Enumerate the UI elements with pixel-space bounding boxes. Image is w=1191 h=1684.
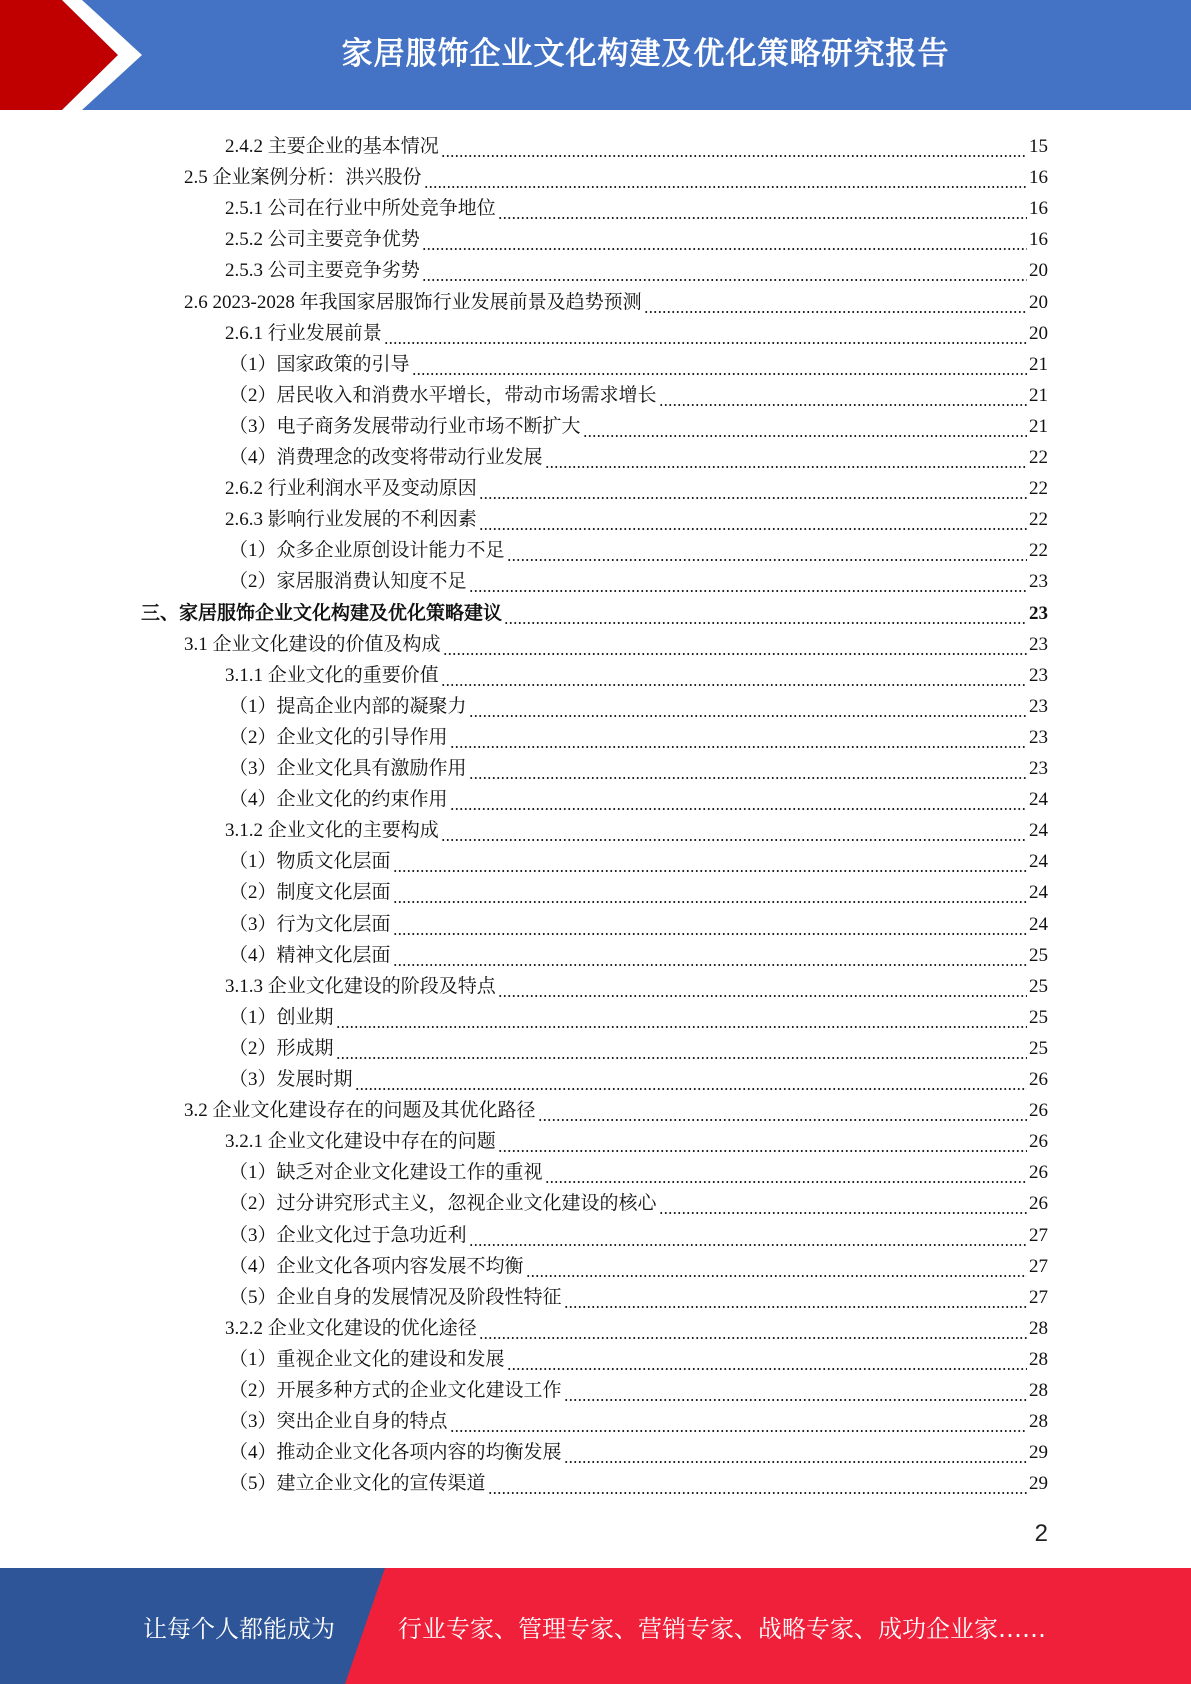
toc-dot-leader [498,1130,1027,1154]
toc-entry-page: 27 [1029,1255,1048,1277]
toc-entry[interactable] [229,688,1048,719]
toc-entry-title: （3）企业文化具有激励作用 [229,758,467,779]
toc-dot-leader [355,1068,1027,1092]
toc-dot-leader [422,259,1027,283]
toc-entry[interactable] [229,843,1048,874]
toc-dot-leader [469,1224,1027,1248]
toc-entry-page: 16 [1029,167,1048,189]
toc-entry-title: 3.2.1 企业文化建设中存在的问题 [225,1131,496,1153]
toc-entry-title: （1）提高企业内部的凝聚力 [229,695,467,717]
toc-dot-leader [479,508,1027,532]
toc-entry[interactable] [141,595,1048,626]
toc-entry-page: 22 [1029,478,1048,500]
toc-entry-title: （4）消费理念的改变将带动行业发展 [229,447,543,468]
toc-entry[interactable] [225,221,1048,252]
toc-entry-title: （2）企业文化的引导作用 [229,726,448,748]
toc-entry-page: 16 [1029,198,1048,220]
toc-entry[interactable] [229,1061,1048,1092]
toc-entry-page: 22 [1029,447,1048,468]
toc-entry-page: 28 [1029,1348,1048,1370]
toc-entry-title: （4）推动企业文化各项内容的均衡发展 [229,1442,562,1464]
toc-dot-leader [384,322,1027,346]
toc-entry[interactable] [229,781,1048,812]
toc-entry-title: （1）创业期 [229,1006,334,1028]
toc-dot-leader [659,384,1027,408]
toc-entry-title: （1）重视企业文化的建设和发展 [229,1348,505,1370]
toc-dot-leader [469,695,1027,719]
toc-entry-title: 2.6.1 行业发展前景 [225,322,382,344]
toc-dot-leader [479,477,1027,501]
toc-dot-leader [498,975,1027,999]
toc-dot-leader [443,633,1027,657]
toc-dot-leader [526,1255,1027,1279]
toc-entry-title: 2.6.3 影响行业发展的不利因素 [225,509,477,531]
toc-dot-leader [498,197,1027,221]
toc-entry[interactable] [225,470,1048,501]
toc-entry[interactable] [225,968,1048,999]
toc-entry-title: （2）过分讲究形式主义，忽视企业文化建设的核心 [229,1193,657,1215]
toc-entry-page: 23 [1029,758,1048,779]
toc-entry-title: 3.1.2 企业文化的主要构成 [225,820,439,842]
toc-entry-page: 21 [1029,353,1048,375]
toc-dot-leader [393,944,1027,968]
toc-entry[interactable] [229,346,1048,377]
toc-entry[interactable] [225,1310,1048,1341]
toc-entry-title: 2.5.3 公司主要竞争劣势 [225,260,420,282]
toc-entry[interactable] [229,906,1048,937]
toc-entry[interactable] [229,1403,1048,1434]
toc-entry[interactable] [229,563,1048,594]
toc-entry-title: （3）行为文化层面 [229,913,391,935]
header-arrow-decoration [0,0,150,110]
toc-entry[interactable] [225,190,1048,221]
toc-entry-page: 20 [1029,260,1048,282]
toc-entry-title: （3）发展时期 [229,1069,353,1090]
toc-entry-page: 25 [1029,1037,1048,1059]
toc-entry[interactable] [225,501,1048,532]
toc-entry-title: （2）开展多种方式的企业文化建设工作 [229,1380,562,1401]
toc-dot-leader [583,415,1027,439]
toc-entry[interactable] [229,1434,1048,1465]
page-header [0,0,1191,110]
toc-entry[interactable] [225,812,1048,843]
toc-entry-title: （5）建立企业文化的宣传渠道 [229,1473,486,1495]
toc-entry[interactable] [229,1279,1048,1310]
toc-dot-leader [507,1348,1027,1372]
toc-dot-leader [504,602,1027,626]
footer-slogan-right: 行业专家、管理专家、营销专家、战略专家、成功企业家…… [398,1614,1046,1643]
toc-entry-title: 3.2 企业文化建设存在的问题及其优化路径 [184,1100,536,1122]
toc-entry[interactable] [229,1372,1048,1403]
toc-entry-page: 26 [1029,1193,1048,1215]
toc-dot-leader [479,1317,1027,1341]
toc-entry-title: （1）物质文化层面 [229,851,391,873]
toc-entry-page: 20 [1029,322,1048,344]
toc-dot-leader [412,353,1027,377]
toc-dot-leader [659,1192,1027,1216]
toc-entry-title: （2）制度文化层面 [229,882,391,904]
toc-entry[interactable] [184,1092,1048,1123]
page-footer [0,1568,1191,1684]
toc-entry-page: 23 [1029,633,1048,655]
footer-slogan-left: 让每个人都能成为 [143,1614,335,1643]
toc-entry[interactable] [229,408,1048,439]
toc-entry-page: 25 [1029,975,1048,997]
toc-dot-leader [469,757,1027,781]
toc-entry-page: 15 [1029,136,1048,157]
toc-entry-page: 25 [1029,1006,1048,1028]
toc-entry-page: 24 [1029,882,1048,904]
toc-entry[interactable] [229,937,1048,968]
toc-entry-page: 28 [1029,1380,1048,1401]
toc-entry-page: 22 [1029,540,1048,562]
toc-dot-leader [545,446,1027,470]
toc-entry-title: （2）居民收入和消费水平增长，带动市场需求增长 [229,384,657,406]
toc-dot-leader [450,726,1027,750]
toc-entry[interactable] [229,1185,1048,1216]
toc-entry[interactable] [229,1341,1048,1372]
toc-entry[interactable] [229,439,1048,470]
toc-entry-page: 23 [1029,695,1048,717]
toc-entry-page: 21 [1029,384,1048,406]
toc-entry[interactable] [225,252,1048,283]
toc-entry-page: 27 [1029,1286,1048,1308]
header-title: 家居服饰企业文化构建及优化策略研究报告 [341,35,950,72]
toc-entry[interactable] [229,1154,1048,1185]
toc-entry-page: 29 [1029,1473,1048,1495]
toc-entry[interactable] [225,128,1048,159]
toc-entry-title: 2.5.2 公司主要竞争优势 [225,229,420,251]
toc-entry-page: 23 [1029,571,1048,593]
toc-entry-page: 25 [1029,944,1048,966]
toc-entry-title: （5）企业自身的发展情况及阶段性特征 [229,1286,562,1308]
toc-entry-page: 22 [1029,509,1048,531]
toc-entry-page: 28 [1029,1411,1048,1433]
toc-entry-title: （1）国家政策的引导 [229,353,410,375]
toc-entry[interactable] [229,874,1048,905]
toc-entry[interactable] [229,1030,1048,1061]
toc-entry-title: 三、家居服饰企业文化构建及优化策略建议 [141,602,503,624]
toc-entry[interactable] [229,1465,1048,1496]
toc-entry-title: （2）形成期 [229,1037,334,1059]
toc-entry-page: 29 [1029,1442,1048,1464]
toc-dot-leader [336,1006,1027,1030]
toc-entry-page: 23 [1029,602,1048,624]
toc-entry[interactable] [184,626,1048,657]
toc-dot-leader [422,228,1027,252]
toc-dot-leader [424,166,1027,190]
toc-dot-leader [564,1379,1027,1403]
toc-entry-page: 26 [1029,1131,1048,1153]
toc-entry-page: 23 [1029,664,1048,686]
toc-entry-page: 24 [1029,851,1048,873]
toc-entry-title: （3）企业文化过于急功近利 [229,1224,467,1246]
toc-entry-page: 26 [1029,1162,1048,1184]
toc-entry-title: 2.4.2 主要企业的基本情况 [225,136,439,157]
toc-dot-leader [336,1037,1027,1061]
toc-dot-leader [450,1410,1027,1434]
toc-entry-page: 26 [1029,1069,1048,1090]
toc-entry[interactable] [229,1217,1048,1248]
toc-dot-leader [469,570,1027,594]
toc-dot-leader [441,135,1027,159]
toc-dot-leader [393,881,1027,905]
toc-dot-leader [450,788,1027,812]
toc-entry-title: （3）电子商务发展带动行业市场不断扩大 [229,415,581,437]
toc-dot-leader [441,664,1027,688]
toc-entry-title: 3.2.2 企业文化建设的优化途径 [225,1317,477,1339]
toc-entry[interactable] [229,532,1048,563]
toc-dot-leader [644,291,1027,315]
toc-entry-page: 24 [1029,913,1048,935]
toc-entry-page: 28 [1029,1317,1048,1339]
toc-entry-page: 23 [1029,726,1048,748]
toc-entry-page: 24 [1029,820,1048,842]
toc-entry[interactable] [225,315,1048,346]
toc-entry-page: 24 [1029,789,1048,811]
toc-entry[interactable] [184,159,1048,190]
toc-entry-title: （1）缺乏对企业文化建设工作的重视 [229,1162,543,1184]
toc-entry-page: 26 [1029,1100,1048,1122]
page-number: 2 [1034,1520,1048,1547]
toc-entry-title: （4）精神文化层面 [229,944,391,966]
toc-dot-leader [393,913,1027,937]
toc-dot-leader [393,850,1027,874]
toc-dot-leader [564,1286,1027,1310]
toc-entry-title: （4）企业文化各项内容发展不均衡 [229,1255,524,1277]
toc-entry-title: （1）众多企业原创设计能力不足 [229,540,505,562]
toc-entry[interactable] [225,657,1048,688]
toc-entry-page: 16 [1029,229,1048,251]
toc-entry-title: （2）家居服消费认知度不足 [229,571,467,593]
toc-entry[interactable] [184,284,1048,315]
toc-entry[interactable] [229,999,1048,1030]
toc-dot-leader [545,1161,1027,1185]
toc-entry[interactable] [229,719,1048,750]
toc-entry-title: 2.5.1 公司在行业中所处竞争地位 [225,198,496,220]
toc-dot-leader [488,1472,1027,1496]
toc-entry-title: （4）企业文化的约束作用 [229,789,448,811]
toc-entry[interactable] [229,1248,1048,1279]
toc-entry-title: （3）突出企业自身的特点 [229,1411,448,1433]
toc-entry[interactable] [229,377,1048,408]
toc-entry-title: 3.1.3 企业文化建设的阶段及特点 [225,975,496,997]
toc-entry-title: 2.6.2 行业利润水平及变动原因 [225,478,477,500]
toc-entry-page: 27 [1029,1224,1048,1246]
toc-entry-title: 2.5 企业案例分析：洪兴股份 [184,167,422,189]
toc-dot-leader [538,1099,1027,1123]
toc-entry[interactable] [225,1123,1048,1154]
toc-entry[interactable] [229,750,1048,781]
toc-dot-leader [441,819,1027,843]
toc-dot-leader [564,1441,1027,1465]
toc-entry-title: 3.1.1 企业文化的重要价值 [225,664,439,686]
toc-entry-title: 2.6 2023-2028 年我国家居服饰行业发展前景及趋势预测 [184,291,642,313]
toc-entry-page: 20 [1029,291,1048,313]
toc-dot-leader [507,539,1027,563]
toc-entry-title: 3.1 企业文化建设的价值及构成 [184,633,441,655]
toc-entry-page: 21 [1029,415,1048,437]
